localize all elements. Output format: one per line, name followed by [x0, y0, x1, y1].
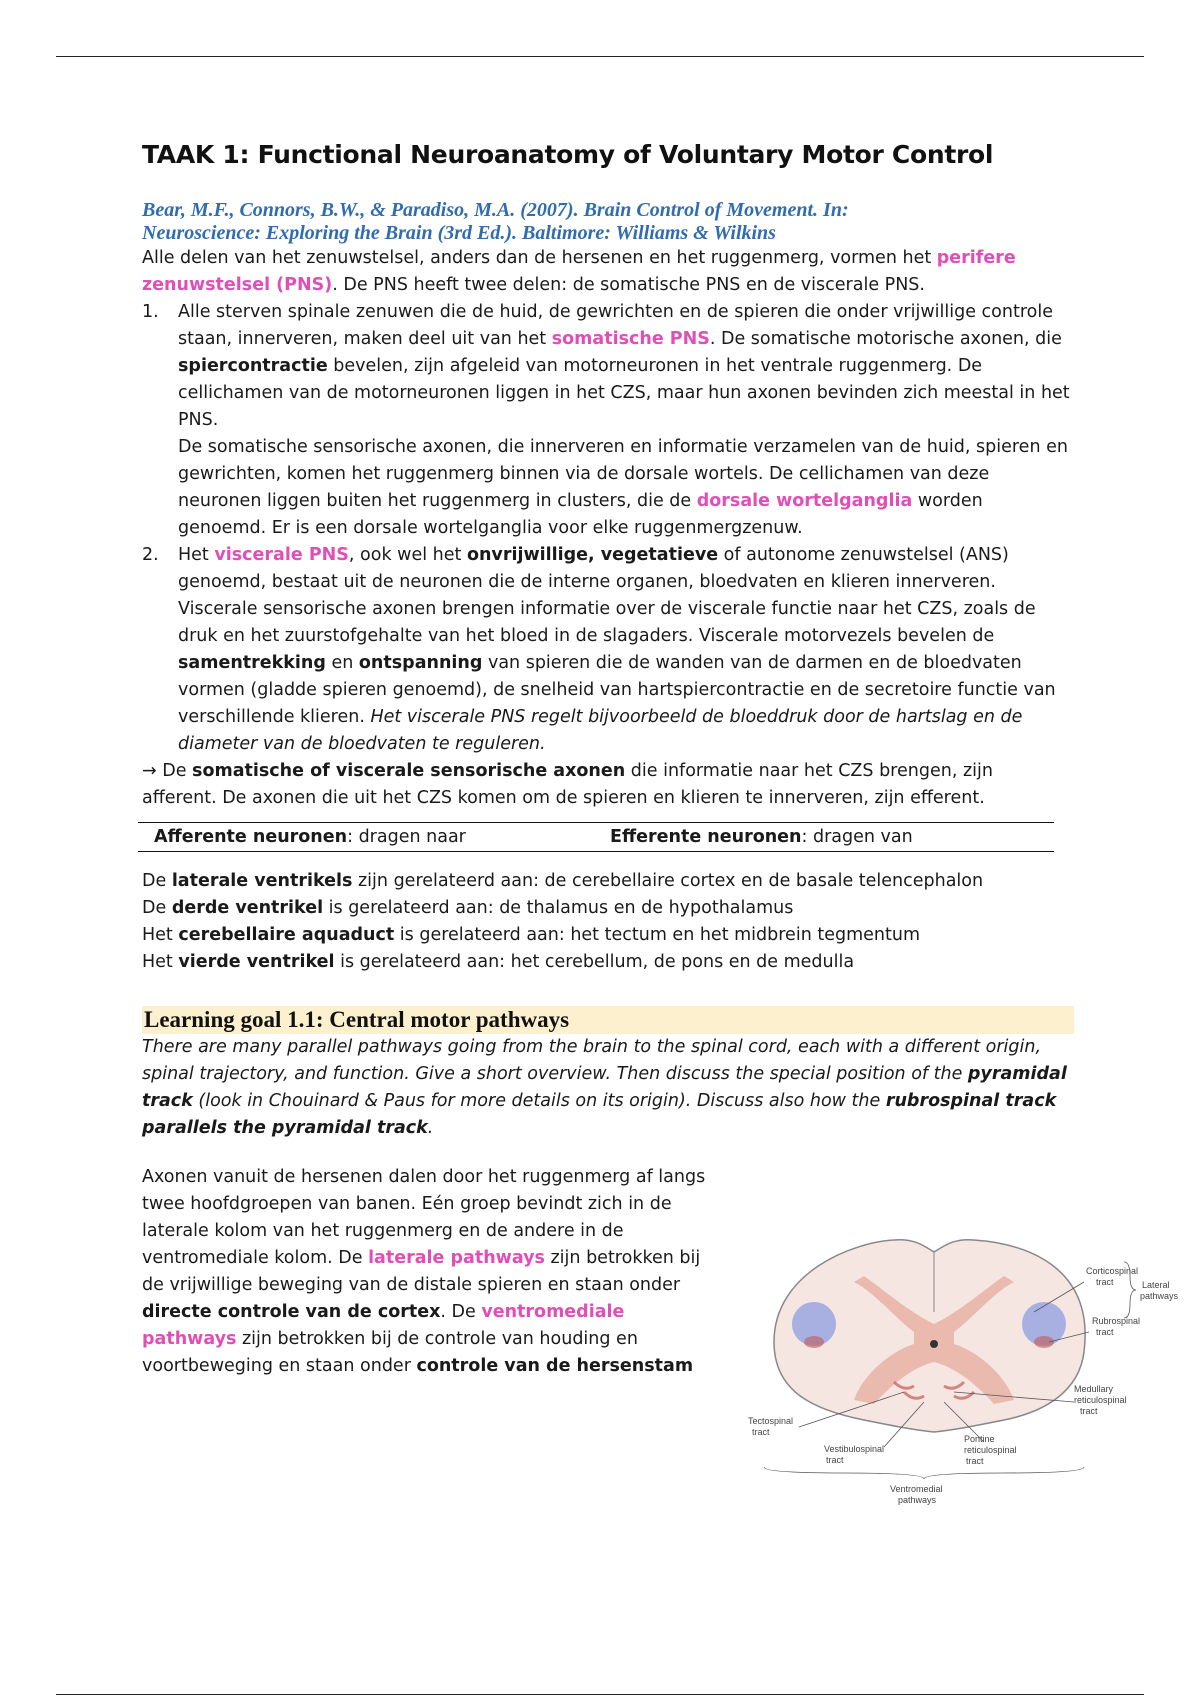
ontspanning-term: ontspanning: [358, 653, 483, 673]
efferent-desc: : dragen van: [801, 827, 913, 847]
page-title: TAAK 1: Functional Neuroanatomy of Voluntary Motor Control: [142, 140, 994, 169]
learning-goal-heading: Learning goal 1.1: Central motor pathways: [142, 1006, 1074, 1034]
efferent-cell: [594, 824, 913, 850]
list-item: [142, 299, 1072, 542]
ventricle-pre: De: [142, 871, 172, 891]
pyramidal-term: pyramidal track: [142, 1064, 1067, 1111]
ventricle-name: vierde ventrikel: [178, 952, 335, 972]
lg-text-2: (look in Chouinard & Paus for more details on its origin). Discuss also how the: [192, 1091, 886, 1111]
ventricle-name: laterale ventrikels: [171, 871, 353, 891]
item1-text-2: . De somatische motorische axonen, die: [709, 329, 1062, 349]
afferent-label: Afferente neuronen: [154, 827, 348, 847]
rubrospinal-tract-left: [804, 1336, 824, 1348]
brainstem-control-term: controle van de hersenstam: [416, 1356, 694, 1376]
citation: [142, 199, 1072, 245]
label-tectospinal: Tectospinal tract: [748, 1416, 794, 1437]
ventricle-rest: is gerelateerd aan: het cerebellum, de pons en de medulla: [334, 952, 855, 972]
label-medullary: Medullary reticulospinal tract: [1074, 1384, 1127, 1416]
afferent-efferent-paragraph: [142, 758, 1072, 812]
intro-text-2: . De PNS heeft twee delen: de somatische PNS en de viscerale PNS.: [332, 275, 925, 295]
item2-text-4: en: [325, 653, 359, 673]
ventricle-line: [142, 895, 1072, 922]
somatic-pns-term: somatische PNS: [551, 329, 710, 349]
item2-italic: Het viscerale PNS regelt bijvoorbeeld de bloeddruk door de hartslag en de diameter van de bloedvaten te reguleren.: [178, 707, 1023, 754]
rubrospinal-tract: [1034, 1336, 1054, 1348]
lg-text-1: There are many parallel pathways going from the brain to the spinal cord, each with a different origin, spinal trajectory, and function. Give a short overview. Then discuss the special position of the: [142, 1037, 1042, 1084]
visceral-pns-term: viscerale PNS: [214, 545, 349, 565]
label-rubrospinal: Rubrospinal tract: [1092, 1316, 1141, 1337]
list-number: 1.: [142, 302, 159, 322]
rubrospinal-term: rubrospinal track parallels the pyramidal track: [142, 1091, 1057, 1138]
pathways-paragraph: [142, 1164, 712, 1380]
ventricle-rest: is gerelateerd aan: de thalamus en de hypothalamus: [323, 898, 794, 918]
afferent-cell: [138, 824, 594, 850]
cortex-control-term: directe controle van de cortex: [142, 1302, 441, 1322]
ventricle-pre: Het: [142, 952, 179, 972]
ventricle-rest: is gerelateerd aan: het tectum en het midbrein tegmentum: [394, 925, 920, 945]
ventricle-line: [142, 949, 1072, 976]
arrow-text: → De: [142, 761, 193, 781]
list-item: [142, 542, 1072, 758]
ventromedial-pathways-term: ventromediale pathways: [142, 1302, 625, 1349]
item1-text-1: Alle sterven spinale zenuwen die de huid, de gewrichten en de spieren die onder vrijwillige controle staan, innerveren, maken deel uit van het: [178, 302, 1053, 349]
ventricle-line: [142, 922, 1072, 949]
ventricle-rest: zijn gerelateerd aan: de cerebellaire cortex en de basale telencephalon: [352, 871, 984, 891]
list-number: 2.: [142, 545, 159, 565]
spiercontractie-term: spiercontractie: [178, 356, 328, 376]
label-ventromedial: Ventromedial pathways: [890, 1484, 943, 1505]
arrow-text-rest: die informatie naar het CZS brengen, zijn afferent. De axonen die uit het CZS komen om de spieren en klieren te innerveren, zijn efferent.: [142, 761, 993, 808]
sensory-axons-term: somatische of viscerale sensorische axonen: [192, 761, 626, 781]
citation-line-1: Bear, M.F., Connors, B.W., & Paradiso, M.A. (2007). Brain Control of Movement. In:: [142, 199, 849, 221]
intro-paragraph: [142, 245, 1072, 299]
learning-goal-text: [142, 1034, 1072, 1142]
samentrekking-term: samentrekking: [178, 653, 326, 673]
label-corticospinal: Corticospinal tract: [1086, 1266, 1139, 1287]
item2-text-3: of autonome zenuwstelsel (ANS) genoemd, bestaat uit de neuronen die de interne organen, bloedvaten en klieren innerveren. Viscerale sensorische axonen brengen informatie over de viscerale functie naar het CZS, zoals de druk en het zuurstofgehalte van het bloed in de slagaders. Viscerale motorvezels bevelen de: [178, 545, 1036, 646]
item1-text-5: worden genoemd. Er is een dorsale wortelganglia voor elke ruggenmergzenuw.: [178, 491, 983, 538]
item1-text-3: bevelen, zijn afgeleid van motorneuronen in het ventrale ruggenmerg. De cellichamen van de motorneuronen liggen in het CZS, maar hun axonen bevinden zich meestal in het PNS.: [178, 356, 1070, 430]
ventricles-list: [142, 868, 1072, 976]
path-text-3: . De: [440, 1302, 482, 1322]
item1-text-4: De somatische sensorische axonen, die innerveren en informatie verzamelen van de huid, spieren en gewrichten, komen het ruggenmerg binnen via de dorsale wortels. De cellichamen van deze neuronen liggen buiten het ruggenmerg in clusters, die de: [178, 437, 1068, 511]
label-lateral-pathways: Lateral pathways: [1140, 1280, 1179, 1301]
lateral-pathways-term: laterale pathways: [368, 1248, 545, 1268]
path-text-2: zijn betrokken bij de vrijwillige beweging van de distale spieren en staan onder: [142, 1248, 701, 1295]
dorsal-ganglia-term: dorsale wortelganglia: [696, 491, 913, 511]
top-rule: [56, 56, 1144, 57]
pns-list: [142, 299, 1072, 758]
item1-sub-paragraph: [178, 434, 1072, 542]
label-pontine: Pontine reticulospinal tract: [964, 1434, 1017, 1466]
intro-text-1: Alle delen van het zenuwstelsel, anders dan de hersenen en het ruggenmerg, vormen het: [142, 248, 937, 268]
efferent-label: Efferente neuronen: [610, 827, 802, 847]
item2-text-2: , ook wel het: [348, 545, 467, 565]
path-text-4: zijn betrokken bij de controle van houding en voortbeweging en staan onder: [142, 1329, 638, 1376]
central-canal: [930, 1340, 938, 1348]
item2-text-1: Het: [178, 545, 215, 565]
document-body: [142, 140, 1072, 1380]
label-vestibulospinal: Vestibulospinal tract: [824, 1444, 885, 1465]
citation-line-2: Neuroscience: Exploring the Brain (3rd Ed.). Baltimore: Williams & Wilkins: [142, 222, 776, 244]
pns-term: perifere zenuwstelsel (PNS): [142, 248, 1016, 295]
afferent-desc: : dragen naar: [347, 827, 466, 847]
lg-text-3: .: [427, 1118, 434, 1138]
ventricle-pre: De: [142, 898, 172, 918]
ventricle-name: cerebellaire aquaduct: [178, 925, 395, 945]
ventricle-pre: Het: [142, 925, 179, 945]
onvrijwillig-term: onvrijwillige, vegetatieve: [466, 545, 719, 565]
ventricle-line: [142, 868, 1072, 895]
spinal-cord-figure: [744, 1232, 1179, 1522]
neuron-table: [138, 822, 1054, 852]
item2-text-5: van spieren die de wanden van de darmen en de bloedvaten vormen (gladde spieren genoemd), de snelheid van hartspiercontractie en de secretoire functie van verschillende klieren.: [178, 653, 1056, 727]
path-text-1: Axonen vanuit de hersenen dalen door het ruggenmerg af langs twee hoofdgroepen van banen. Eén groep bevindt zich in de laterale kolom van het ruggenmerg en de andere in de ventromediale kolom. De: [142, 1167, 706, 1268]
bottom-rule: [56, 1694, 1144, 1695]
ventricle-name: derde ventrikel: [171, 898, 324, 918]
